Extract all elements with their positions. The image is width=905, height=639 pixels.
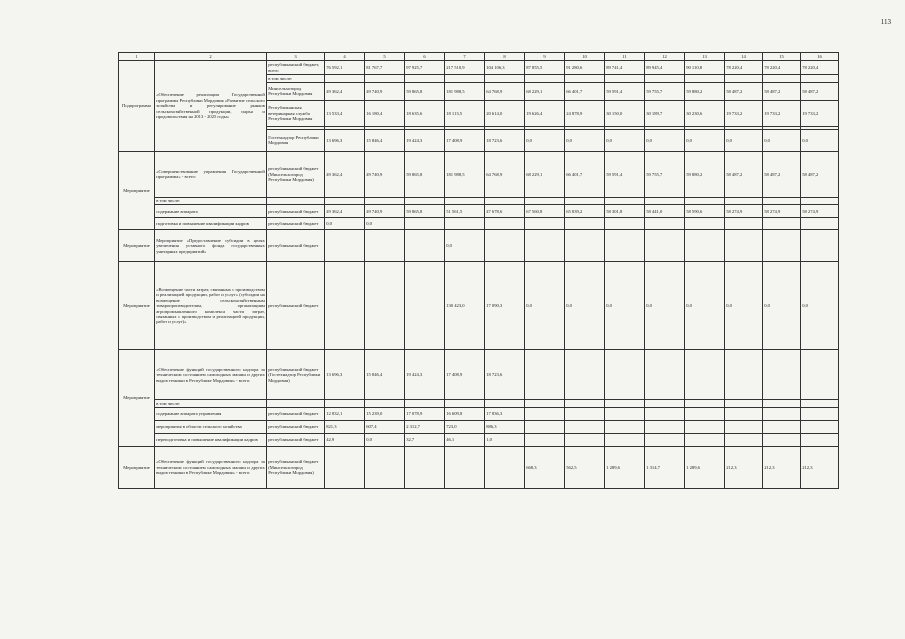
budget-table — [118, 52, 839, 489]
value-cell: 30 150,0 — [605, 100, 645, 126]
value-cell: 0,0 — [365, 433, 405, 446]
value-cell: 0,0 — [725, 129, 763, 151]
value-cell: 15 846,4 — [365, 350, 405, 400]
value-cell: 0,0 — [685, 129, 725, 151]
value-cell: 668,3 — [525, 446, 565, 488]
value-cell: 723,0 — [445, 420, 485, 433]
value-cell: 0,0 — [725, 262, 763, 350]
value-cell: 0,0 — [565, 129, 605, 151]
funding-source: республиканский бюджет — [267, 433, 325, 446]
value-cell: 68 229,1 — [525, 151, 565, 197]
value-cell: 0,0 — [605, 129, 645, 151]
value-cell: 1 289,6 — [685, 446, 725, 488]
value-cell: 59 755,7 — [645, 151, 685, 197]
value-cell: 46,1 — [445, 433, 485, 446]
value-cell: 18 723,6 — [485, 350, 525, 400]
value-cell: 2 312,7 — [405, 420, 445, 433]
funding-source: республиканский бюджет — [267, 262, 325, 350]
value-cell: 90 110,8 — [685, 61, 725, 75]
funding-source: в том числе: — [267, 75, 325, 83]
value-cell: 78 220,4 — [801, 61, 839, 75]
table-row — [119, 433, 839, 446]
header-cell: 11 — [605, 53, 645, 61]
value-cell: 58 274,9 — [725, 205, 763, 218]
value-cell: 0,0 — [645, 262, 685, 350]
value-cell: 68 229,1 — [525, 82, 565, 100]
value-cell: 19 424,3 — [405, 129, 445, 151]
value-cell: 0,0 — [763, 262, 801, 350]
funding-source: Республиканская ветеринарная служба Республики Мордовия — [267, 100, 325, 126]
value-cell: 181 988,5 — [445, 151, 485, 197]
value-cell: 13 533,4 — [325, 100, 365, 126]
value-cell: 19 733,2 — [763, 100, 801, 126]
value-cell: 58 441,0 — [645, 205, 685, 218]
value-cell: 58 487,2 — [801, 82, 839, 100]
value-cell: 89 945,4 — [645, 61, 685, 75]
value-cell: 51 561,5 — [445, 205, 485, 218]
value-cell: 58 487,2 — [725, 82, 763, 100]
row-type-label: Мероприятие — [119, 151, 155, 230]
funding-source: республиканский бюджет — [267, 420, 325, 433]
table-row — [119, 230, 839, 262]
value-cell: 16 180,4 — [365, 100, 405, 126]
value-cell: 58 487,2 — [763, 151, 801, 197]
value-cell: 89 741,4 — [605, 61, 645, 75]
table-row — [119, 446, 839, 488]
value-cell: 1 314,7 — [645, 446, 685, 488]
value-cell: 0,0 — [605, 262, 645, 350]
header-cell: 10 — [565, 53, 605, 61]
value-cell: 58 274,9 — [801, 205, 839, 218]
subrow-name: подготовка и повышение квалификации кадров — [155, 218, 267, 230]
row-type-label: Подпрограмма — [119, 61, 155, 152]
value-cell: 0,0 — [801, 262, 839, 350]
value-cell: 16 609,8 — [445, 407, 485, 420]
row-type-label: Мероприятие — [119, 230, 155, 262]
value-cell: 1 289,6 — [605, 446, 645, 488]
value-cell: 0,0 — [685, 262, 725, 350]
value-cell: 217 510,9 — [445, 61, 485, 75]
funding-source: республиканский бюджет — [267, 205, 325, 218]
value-cell: 607,4 — [365, 420, 405, 433]
value-cell: 18 723,6 — [485, 129, 525, 151]
header-cell: 16 — [801, 53, 839, 61]
value-cell: 49 362,4 — [325, 205, 365, 218]
page-number: 113 — [880, 18, 891, 26]
value-cell: 17 408,9 — [445, 129, 485, 151]
header-cell: 14 — [725, 53, 763, 61]
incl-label: в том числе: — [155, 400, 267, 408]
table-row — [119, 151, 839, 197]
table-row — [119, 407, 839, 420]
value-cell: 59 880,2 — [685, 82, 725, 100]
subrow-name: мероприятия в области сельского хозяйства — [155, 420, 267, 433]
value-cell: 13 696,3 — [325, 350, 365, 400]
value-cell: 15 846,4 — [365, 129, 405, 151]
value-cell: 19 733,2 — [725, 100, 763, 126]
value-cell: 59 865,8 — [405, 151, 445, 197]
header-cell: 7 — [445, 53, 485, 61]
funding-source: республиканский бюджет — [267, 230, 325, 262]
value-cell: 0,0 — [801, 129, 839, 151]
header-cell: 5 — [365, 53, 405, 61]
value-cell: 24 878,9 — [565, 100, 605, 126]
header-cell: 8 — [485, 53, 525, 61]
table-row — [119, 218, 839, 230]
value-cell: 59 591,4 — [605, 82, 645, 100]
value-cell: 12 832,1 — [325, 407, 365, 420]
header-cell: 9 — [525, 53, 565, 61]
value-cell: 59 880,2 — [685, 151, 725, 197]
value-cell: 181 988,5 — [445, 82, 485, 100]
subrow-name: переподготовка и повышение квалификации кадров — [155, 433, 267, 446]
value-cell: 59 591,4 — [605, 151, 645, 197]
value-cell: 91 280,6 — [565, 61, 605, 75]
program-name: «Обеспечение реализации Государственной программы Республики Мордовия «Развитие сельского хозяйства и регулирование рынков сельскохозяйственной продукции, сырья и продовольствия на 2013 - 2025 годы» — [155, 61, 267, 152]
value-cell: 0,0 — [645, 129, 685, 151]
value-cell: 19 733,2 — [801, 100, 839, 126]
table-row — [119, 205, 839, 218]
value-cell: 58 487,2 — [725, 151, 763, 197]
value-cell: 49 362,4 — [325, 151, 365, 197]
measure-name: «Обеспечение функций государственного надзора за техническим состоянием самоходных машин и других видов техники в Республике Мордовия» - всего: — [155, 446, 267, 488]
subrow-name: содержание аппарата управления — [155, 407, 267, 420]
value-cell: 212,3 — [725, 446, 763, 488]
funding-source: республиканский бюджет — [267, 407, 325, 420]
value-cell: 81 767,7 — [365, 61, 405, 75]
value-cell: 97 925,7 — [405, 61, 445, 75]
value-cell: 49 740,9 — [365, 82, 405, 100]
funding-source: республиканский бюджет (Минсельхозпрод Республики Мордовия) — [267, 151, 325, 197]
funding-source: республиканский бюджет, всего — [267, 61, 325, 75]
value-cell: 0,0 — [565, 262, 605, 350]
value-cell: 49 362,4 — [325, 82, 365, 100]
value-cell: 15 239,0 — [365, 407, 405, 420]
header-cell: 4 — [325, 53, 365, 61]
value-cell: 17 836,3 — [485, 407, 525, 420]
value-cell: 47 678,6 — [485, 205, 525, 218]
row-type-label: Мероприятие — [119, 262, 155, 350]
incl-label: в том числе: — [155, 197, 267, 205]
subrow-name: содержание аппарата — [155, 205, 267, 218]
table-row — [119, 197, 839, 205]
header-cell: 1 — [119, 53, 155, 61]
value-cell: 59 865,8 — [405, 82, 445, 100]
value-cell: 66 401,7 — [565, 82, 605, 100]
value-cell: 42,9 — [325, 433, 365, 446]
value-cell: 49 740,9 — [365, 205, 405, 218]
header-cell: 2 — [155, 53, 267, 61]
value-cell: 0,0 — [445, 230, 485, 262]
value-cell: 64 768,9 — [485, 82, 525, 100]
value-cell: 0,0 — [763, 129, 801, 151]
header-cell: 12 — [645, 53, 685, 61]
value-cell: 130 423,0 — [445, 262, 485, 350]
funding-source: Гостехнадзор Республики Мордовия — [267, 129, 325, 151]
value-cell: 59 755,7 — [645, 82, 685, 100]
value-cell: 64 768,9 — [485, 151, 525, 197]
value-cell: 17 090,3 — [485, 262, 525, 350]
value-cell: 821,3 — [325, 420, 365, 433]
value-cell: 87 855,5 — [525, 61, 565, 75]
header-cell: 13 — [685, 53, 725, 61]
measure-name: Мероприятие «Предоставление субсидии в целях увеличения уставного фонда государственных унитарных предприятий» — [155, 230, 267, 262]
value-cell: 30 230,6 — [685, 100, 725, 126]
value-cell: 59 865,8 — [405, 205, 445, 218]
value-cell: 20 614,0 — [485, 100, 525, 126]
value-cell: 58 274,9 — [763, 205, 801, 218]
header-cell: 6 — [405, 53, 445, 61]
table-row — [119, 61, 839, 75]
row-type-label: Мероприятие — [119, 446, 155, 488]
table-row — [119, 400, 839, 408]
measure-name: «Возмещение части затрат, связанных с производством и реализацией продукции, работ и услуг» (субсидии на возмещение сельскохозяйственным товаропроизводителям, организациям агропромышленного комплекса части затрат, связанных с производством и реализацией продукции, работ и услуг)» — [155, 262, 267, 350]
header-row — [119, 53, 839, 61]
value-cell: 0,0 — [525, 129, 565, 151]
value-cell: 32,7 — [405, 433, 445, 446]
funding-source: республиканский бюджет — [267, 218, 325, 230]
value-cell: 78 220,4 — [725, 61, 763, 75]
value-cell: 104 106,3 — [485, 61, 525, 75]
value-cell: 18 113,5 — [445, 100, 485, 126]
table-row — [119, 350, 839, 400]
value-cell: 17 408,9 — [445, 350, 485, 400]
value-cell: 18 635,6 — [405, 100, 445, 126]
funding-source: республиканский бюджет (Гостехнадзор Республики Мордовия) — [267, 350, 325, 400]
value-cell: 17 078,9 — [405, 407, 445, 420]
value-cell: 0,0 — [525, 262, 565, 350]
funding-source: Минсельхозпрод Республики Мордовия — [267, 82, 325, 100]
table-row — [119, 262, 839, 350]
value-cell: 886,3 — [485, 420, 525, 433]
table-row — [119, 420, 839, 433]
value-cell: 67 560,8 — [525, 205, 565, 218]
value-cell: 76 592,1 — [325, 61, 365, 75]
value-cell: 0,0 — [365, 218, 405, 230]
value-cell: 30 189,7 — [645, 100, 685, 126]
value-cell: 212,3 — [763, 446, 801, 488]
value-cell: 58 487,2 — [763, 82, 801, 100]
value-cell: 212,3 — [801, 446, 839, 488]
value-cell: 66 401,7 — [565, 151, 605, 197]
funding-source: республиканский бюджет (Минсельхозпрод Республики Мордовия) — [267, 446, 325, 488]
value-cell: 0,0 — [325, 218, 365, 230]
value-cell: 49 740,9 — [365, 151, 405, 197]
value-cell: 58 301,8 — [605, 205, 645, 218]
value-cell: 13 696,3 — [325, 129, 365, 151]
value-cell: 65 839,2 — [565, 205, 605, 218]
value-cell: 1,0 — [485, 433, 525, 446]
header-cell: 3 — [267, 53, 325, 61]
value-cell: 78 220,4 — [763, 61, 801, 75]
value-cell: 58 590,6 — [685, 205, 725, 218]
value-cell: 19 626,4 — [525, 100, 565, 126]
header-cell: 15 — [763, 53, 801, 61]
value-cell: 562,5 — [565, 446, 605, 488]
measure-name: «Обеспечение функций государственного надзора за техническим состоянием самоходных машин и других видов техники в Республике Мордовия» - всего: — [155, 350, 267, 400]
row-type-label: Мероприятие — [119, 350, 155, 447]
value-cell: 58 487,2 — [801, 151, 839, 197]
value-cell: 19 424,3 — [405, 350, 445, 400]
measure-name: «Совершенствование управления Государственной программы» - всего: — [155, 151, 267, 197]
